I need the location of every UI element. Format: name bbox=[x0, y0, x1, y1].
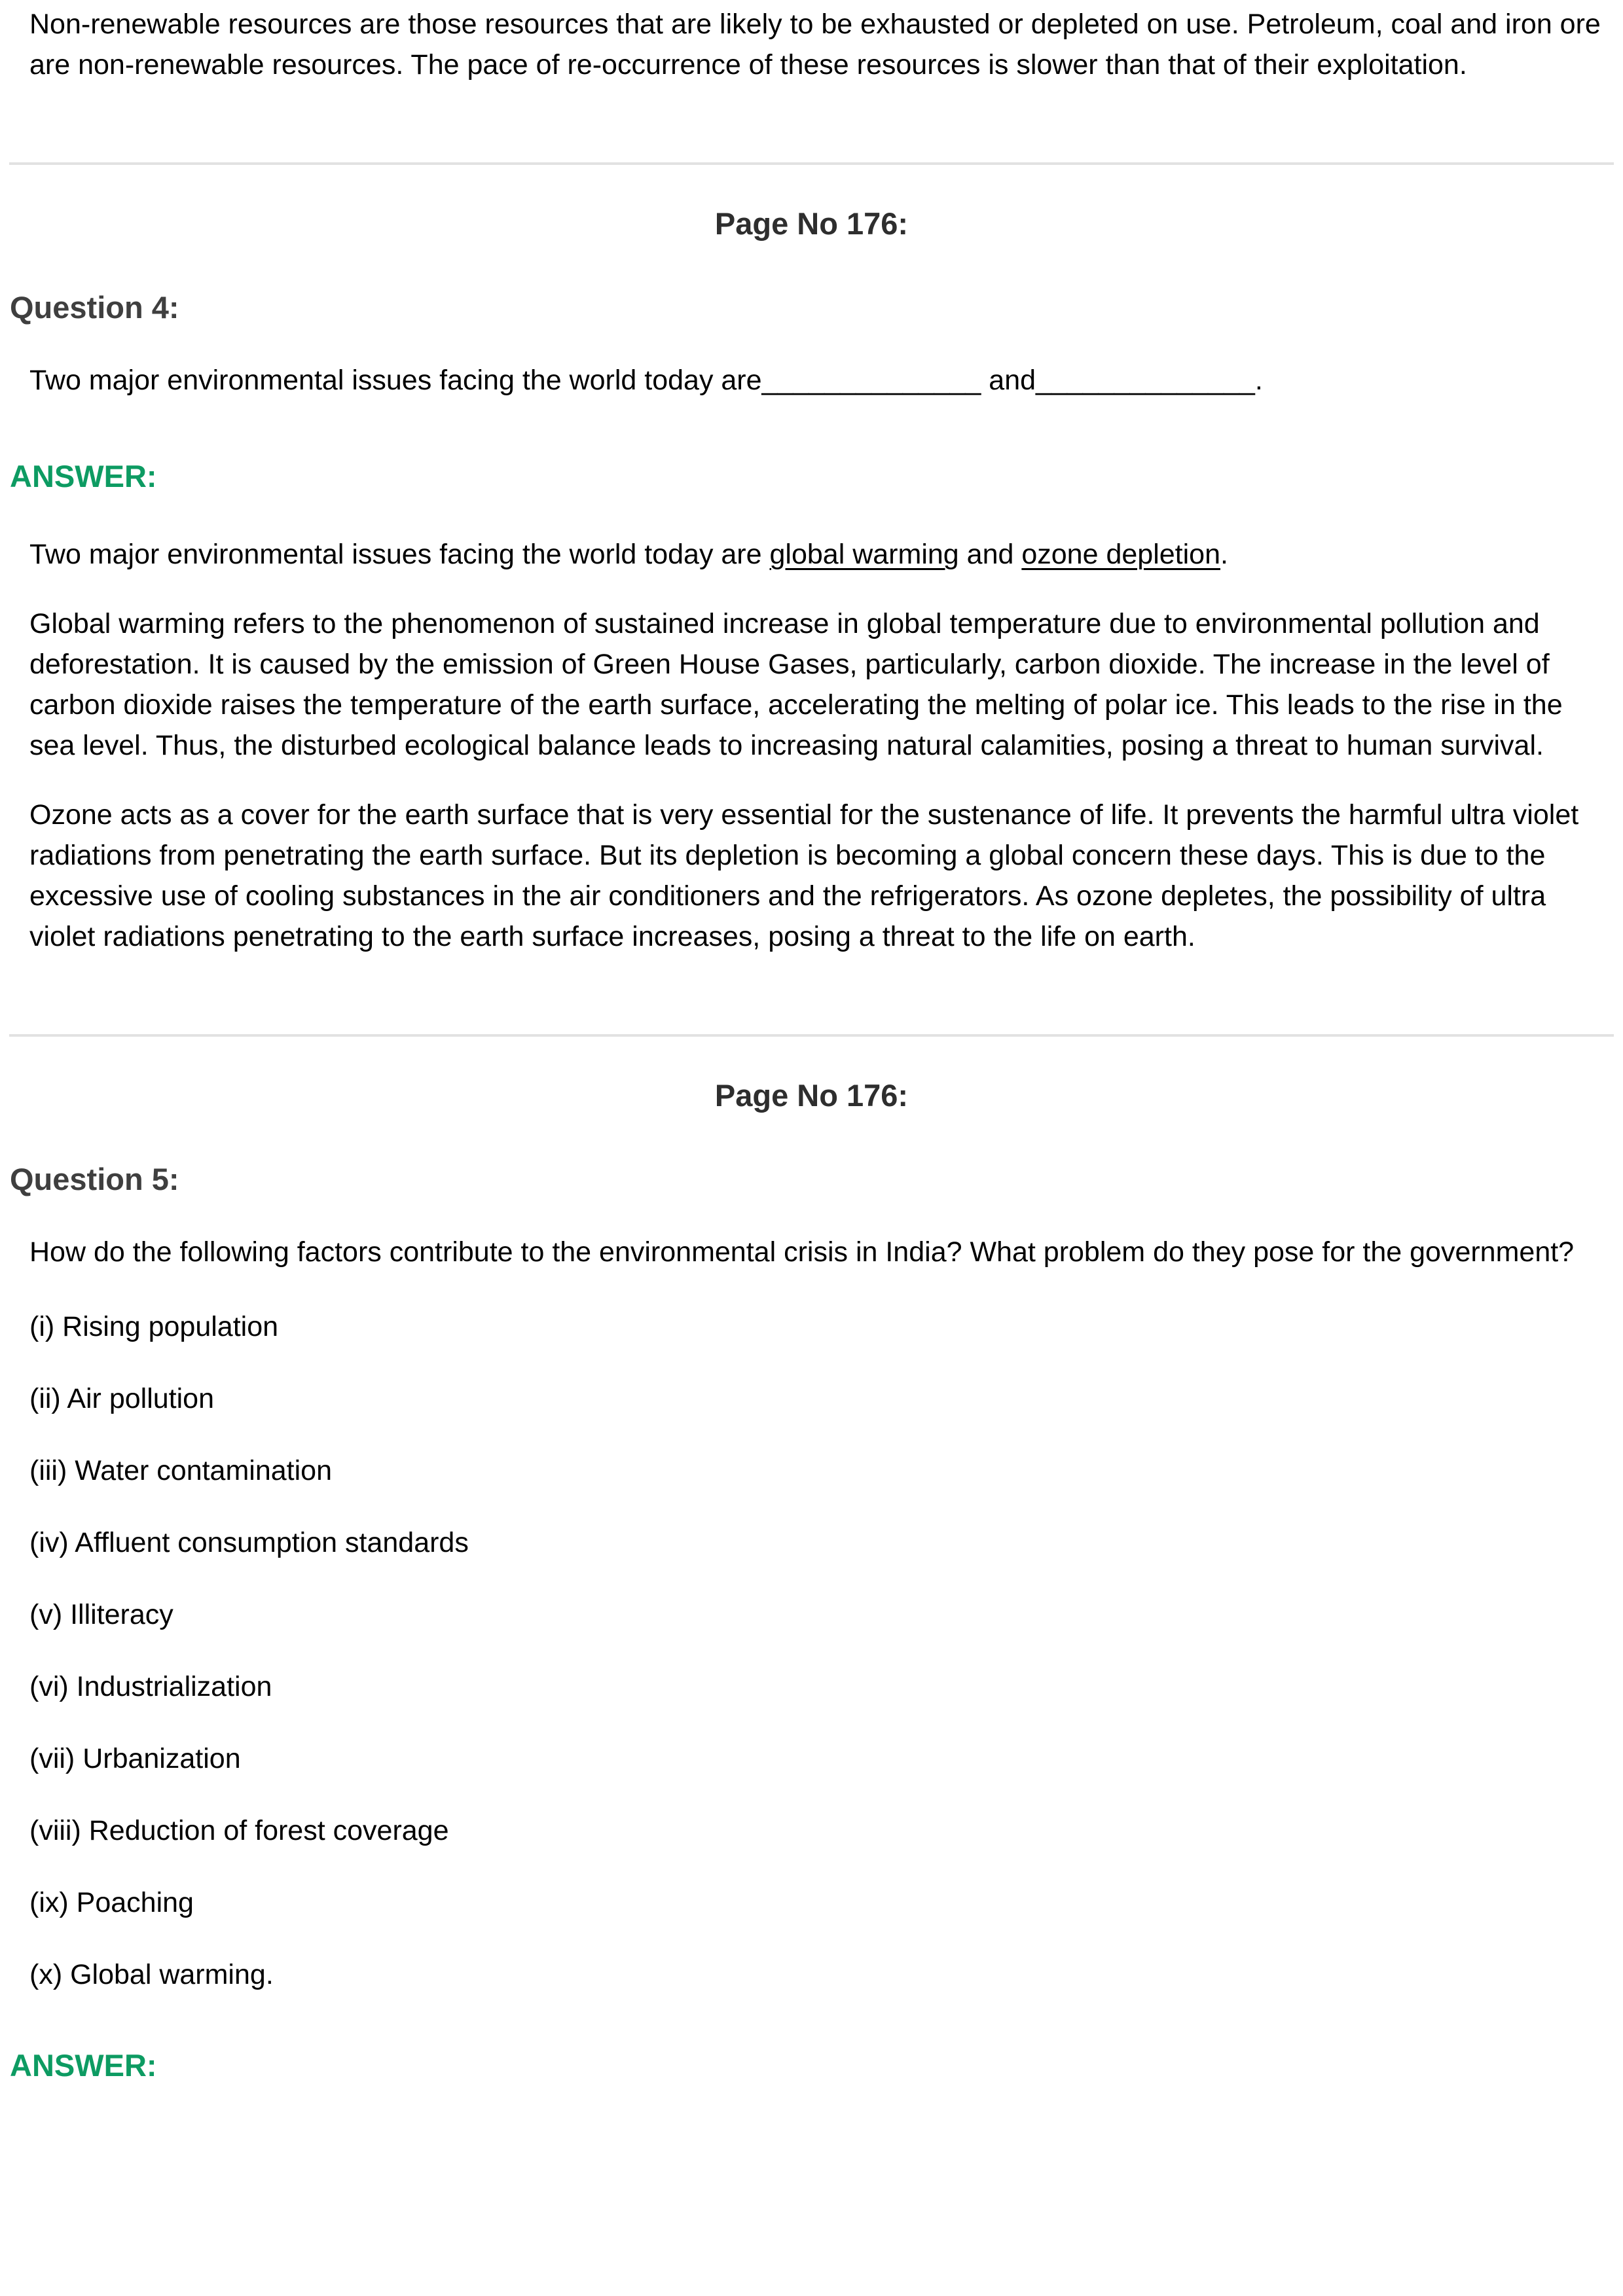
answer-heading: ANSWER: bbox=[10, 459, 157, 493]
text-segment: and bbox=[958, 539, 1022, 570]
intro-paragraph: Non-renewable resources are those resources that are likely to be exhausted or depleted on use. Petroleum, coal and iron ore are non-renewable resources. The pace of re-occurrence of these resources is slower than that of their exploitation. bbox=[29, 9, 1601, 81]
answer-paragraph-ozone: Ozone acts as a cover for the earth surface that is very essential for the sustenance of life. It prevents the harmful ultra violet radiations from penetrating the earth surface. But its depletion is becoming a global concern these days. This is due to the excessive use of cooling substances in the air conditioners and the refrigerators. As ozone depletes, the possibility of ultra violet radiations penetrating to the earth surface increases, posing a threat to the life on earth. bbox=[29, 799, 1579, 952]
text-segment: . bbox=[1220, 539, 1228, 570]
factor-list-item: (ix) Poaching bbox=[29, 1887, 194, 1918]
question-4-text: Two major environmental issues facing the world today are______________ and______________. bbox=[29, 365, 1263, 396]
section-divider bbox=[9, 1034, 1614, 1037]
question-5-text: How do the following factors contribute to the environmental crisis in India? What problem do they pose for the government? bbox=[29, 1236, 1575, 1268]
page-number-heading: Page No 176: bbox=[714, 206, 909, 241]
factor-list-item: (vi) Industrialization bbox=[29, 1671, 272, 1702]
factor-list-item: (iv) Affluent consumption standards bbox=[29, 1527, 469, 1558]
factor-list-item: (iii) Water contamination bbox=[29, 1455, 332, 1486]
question-5-heading: Question 5: bbox=[10, 1162, 179, 1196]
underlined-term: ozone depletion bbox=[1021, 539, 1220, 570]
factor-list-item: (i) Rising population bbox=[29, 1311, 279, 1342]
answer-fill-in-line bbox=[29, 534, 1606, 575]
factor-list-item: (vii) Urbanization bbox=[29, 1743, 241, 1774]
question-4-heading: Question 4: bbox=[10, 290, 179, 325]
factor-list-item: (viii) Reduction of forest coverage bbox=[29, 1815, 449, 1846]
text-segment: Two major environmental issues facing the world today are bbox=[29, 539, 770, 570]
underlined-term: global warming bbox=[769, 539, 959, 570]
factor-list bbox=[0, 1306, 1623, 1995]
answer-heading: ANSWER: bbox=[10, 2048, 157, 2083]
factor-list-item: (ii) Air pollution bbox=[29, 1383, 214, 1414]
page-number-heading: Page No 176: bbox=[714, 1078, 909, 1113]
factor-list-item: (v) Illiteracy bbox=[29, 1599, 173, 1630]
answer-paragraph-global-warming: Global warming refers to the phenomenon of sustained increase in global temperature due to environmental pollution and deforestation. It is caused by the emission of Green House Gases, particularly, carbon dioxide. The increase in the level of carbon dioxide raises the temperature of the earth surface, accelerating the melting of polar ice. This leads to the rise in the sea level. Thus, the disturbed ecological balance leads to increasing natural calamities, posing a threat to human survival. bbox=[29, 608, 1563, 761]
factor-list-item: (x) Global warming. bbox=[29, 1959, 274, 1990]
section-divider bbox=[9, 162, 1614, 165]
